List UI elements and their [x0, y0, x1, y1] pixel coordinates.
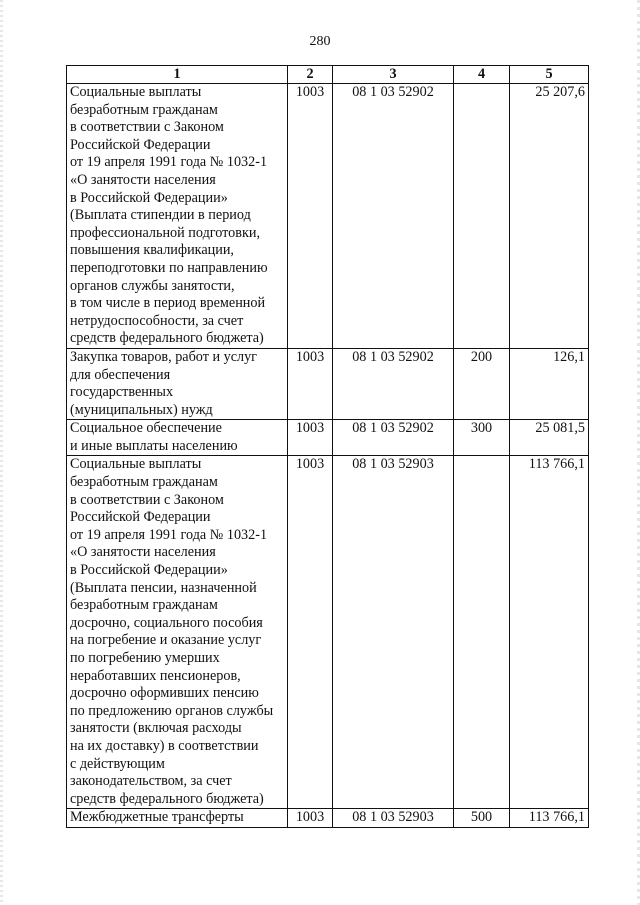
row-expense-type: [454, 456, 510, 809]
table-header-row: [67, 66, 589, 84]
row-amount: 113 766,1: [510, 809, 589, 828]
table-row: [67, 348, 589, 419]
row-target-code: 08 1 03 52902: [333, 348, 454, 419]
header-col-2: 2: [288, 66, 333, 84]
row-description: Межбюджетные трансферты: [67, 809, 288, 828]
budget-table: [66, 65, 589, 828]
row-description: Закупка товаров, работ и услуг для обеспечения государственных (муниципальных) нужд: [67, 348, 288, 419]
row-target-code: 08 1 03 52903: [333, 456, 454, 809]
row-description: Социальное обеспечение и иные выплаты населению: [67, 420, 288, 456]
row-amount: 25 207,6: [510, 84, 589, 349]
row-section-code: 1003: [288, 420, 333, 456]
row-section-code: 1003: [288, 348, 333, 419]
header-col-3: 3: [333, 66, 454, 84]
table-row: [67, 420, 589, 456]
header-col-1: 1: [67, 66, 288, 84]
row-expense-type: 500: [454, 809, 510, 828]
row-amount: 113 766,1: [510, 456, 589, 809]
row-expense-type: 300: [454, 420, 510, 456]
row-section-code: 1003: [288, 84, 333, 349]
row-target-code: 08 1 03 52902: [333, 420, 454, 456]
header-col-4: 4: [454, 66, 510, 84]
row-description: Социальные выплаты безработным гражданам в соответствии с Законом Российской Федерации от 19 апреля 1991 года № 1032-1 «О занятости населения в Российской Федерации» (Выплата стипендии в период профессиональной подготовки, повышения квалификации, переподготовки по направлению органов службы занятости, в том числе в период временной нетрудоспособности, за счет средств федерального бюджета): [67, 84, 288, 349]
row-target-code: 08 1 03 52903: [333, 809, 454, 828]
table-row: [67, 809, 589, 828]
scan-edge-left: [0, 0, 3, 905]
row-expense-type: 200: [454, 348, 510, 419]
table-row: [67, 456, 589, 809]
row-amount: 25 081,5: [510, 420, 589, 456]
row-amount: 126,1: [510, 348, 589, 419]
row-expense-type: [454, 84, 510, 349]
table-row: [67, 84, 589, 349]
page-number: 280: [309, 34, 331, 49]
row-description: Социальные выплаты безработным гражданам в соответствии с Законом Российской Федерации от 19 апреля 1991 года № 1032-1 «О занятости населения в Российской Федерации» (Выплата пенсии, назначенной безработным гражданам досрочно, социального пособия на погребение и оказание услуг по погребению умерших неработавших пенсионеров, досрочно оформивших пенсию по предложению органов службы занятости (включая расходы на их доставку) в соответствии с действующим законодательством, за счет средств федерального бюджета): [67, 456, 288, 809]
row-section-code: 1003: [288, 809, 333, 828]
row-target-code: 08 1 03 52902: [333, 84, 454, 349]
header-col-5: 5: [510, 66, 589, 84]
row-section-code: 1003: [288, 456, 333, 809]
